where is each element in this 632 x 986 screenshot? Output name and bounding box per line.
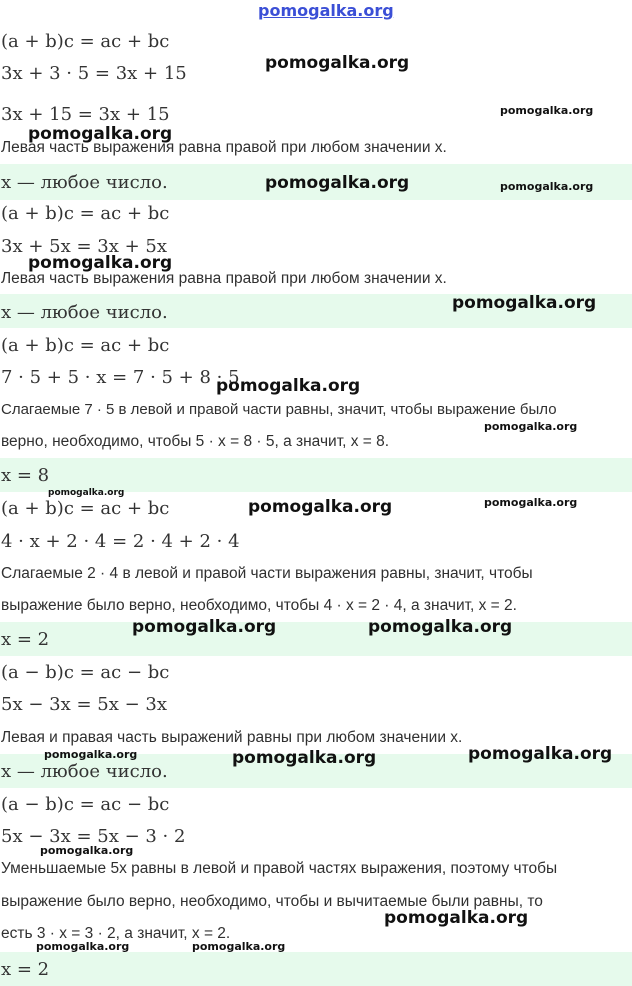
watermark: pomogalka.org bbox=[452, 293, 597, 313]
explanation: Левая часть выражения равна правой при любом значении x. bbox=[1, 139, 447, 156]
watermark: pomogalka.org bbox=[132, 617, 277, 637]
watermark: pomogalka.org bbox=[265, 53, 410, 73]
watermark: pomogalka.org bbox=[216, 376, 361, 396]
watermark: pomogalka.org bbox=[484, 496, 578, 509]
equation-step: 4 · x + 2 · 4 = 2 · 4 + 2 · 4 bbox=[1, 531, 240, 552]
watermark: pomogalka.org bbox=[468, 744, 613, 764]
explanation: Уменьшаемые 5x равны в левой и правой частях выражения, поэтому чтобы bbox=[1, 860, 558, 877]
watermark: pomogalka.org bbox=[44, 748, 138, 761]
explanation: верно, необходимо, чтобы 5 · x = 8 · 5, а значит, x = 8. bbox=[1, 433, 390, 450]
equation-step: 5x − 3x = 5x − 3x bbox=[1, 694, 167, 715]
watermark: pomogalka.org bbox=[28, 253, 173, 273]
answer: x — любое число. bbox=[1, 302, 168, 323]
explanation: выражение было верно, необходимо, чтобы 4 · x = 2 · 4, а значит, x = 2. bbox=[1, 597, 517, 614]
formula: (a + b)c = ac + bc bbox=[1, 335, 170, 356]
explanation: Слагаемые 2 · 4 в левой и правой части выражения равны, значит, чтобы bbox=[1, 565, 533, 582]
answer: x = 2 bbox=[1, 629, 50, 650]
formula: (a + b)c = ac + bc bbox=[1, 498, 170, 519]
answer-highlight bbox=[0, 952, 632, 986]
watermark: pomogalka.org bbox=[28, 124, 173, 144]
equation-step: 3x + 5x = 3x + 5x bbox=[1, 236, 167, 257]
equation-step: 7 · 5 + 5 · x = 7 · 5 + 8 · 5 bbox=[1, 367, 240, 388]
watermark: pomogalka.org bbox=[48, 488, 125, 498]
watermark: pomogalka.org bbox=[232, 748, 377, 768]
answer: x = 2 bbox=[1, 959, 50, 980]
explanation: Левая часть выражения равна правой при любом значении x. bbox=[1, 270, 447, 287]
explanation: Левая и правая часть выражений равны при любом значении x. bbox=[1, 729, 463, 746]
explanation: есть 3 · x = 3 · 2, а значит, x = 2. bbox=[1, 925, 231, 942]
equation-step: 3x + 3 · 5 = 3x + 15 bbox=[1, 63, 187, 84]
watermark: pomogalka.org bbox=[40, 844, 134, 857]
answer: x — любое число. bbox=[1, 761, 168, 782]
answer-highlight bbox=[0, 458, 632, 492]
formula: (a − b)c = ac − bc bbox=[1, 662, 170, 683]
watermark: pomogalka.org bbox=[36, 940, 130, 953]
watermark: pomogalka.org bbox=[265, 173, 410, 193]
explanation: Слагаемые 7 · 5 в левой и правой части равны, значит, чтобы выражение было bbox=[1, 401, 557, 418]
watermark: pomogalka.org bbox=[500, 104, 594, 117]
header-site-link[interactable]: pomogalka.org bbox=[258, 1, 394, 20]
formula: (a + b)c = ac + bc bbox=[1, 203, 170, 224]
formula: (a − b)c = ac − bc bbox=[1, 794, 170, 815]
answer-highlight bbox=[0, 622, 632, 656]
watermark: pomogalka.org bbox=[384, 908, 529, 928]
explanation: выражение было верно, необходимо, чтобы и вычитаемые были равны, то bbox=[1, 893, 543, 910]
answer: x = 8 bbox=[1, 465, 50, 486]
equation-step: 5x − 3x = 5x − 3 · 2 bbox=[1, 826, 186, 847]
formula: (a + b)c = ac + bc bbox=[1, 31, 170, 52]
watermark: pomogalka.org bbox=[192, 940, 286, 953]
watermark: pomogalka.org bbox=[500, 180, 594, 193]
watermark: pomogalka.org bbox=[368, 617, 513, 637]
watermark: pomogalka.org bbox=[484, 420, 578, 433]
watermark: pomogalka.org bbox=[248, 497, 393, 517]
equation-step: 3x + 15 = 3x + 15 bbox=[1, 104, 170, 125]
answer: x — любое число. bbox=[1, 172, 168, 193]
